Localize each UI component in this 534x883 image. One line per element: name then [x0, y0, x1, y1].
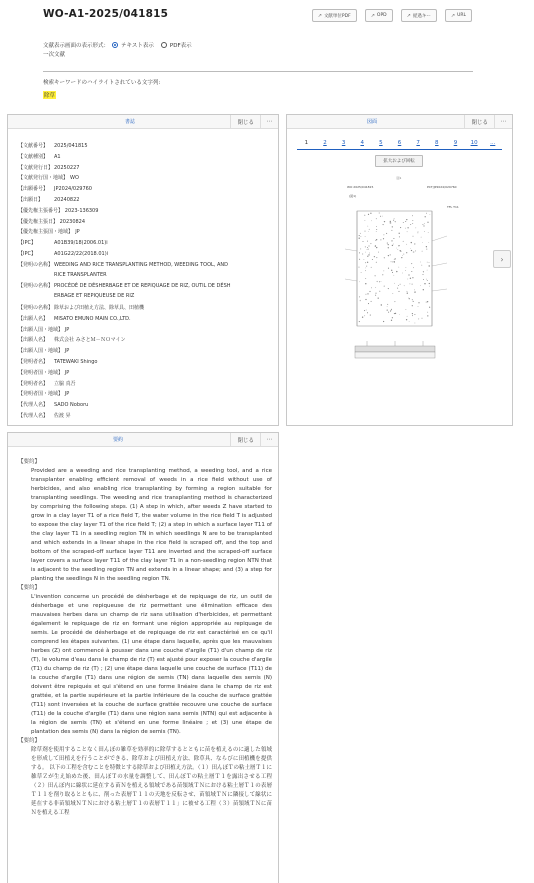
bibliography-close-button[interactable]: 閉じる — [230, 115, 260, 128]
abstract-section-label: 【要約】 — [18, 459, 41, 465]
external-link-icon: ↗ — [370, 12, 375, 19]
pdf-display-radio[interactable] — [161, 42, 167, 48]
bibliography-row — [18, 412, 71, 419]
bibliography-row-label: 【発明の名称】 — [18, 283, 54, 290]
text-display-radio[interactable] — [112, 42, 118, 48]
bibliography-row — [18, 304, 144, 311]
bibliography-row-value: SADO Noboru — [54, 402, 89, 409]
bibliography-row-label: 【文献番号】 — [18, 143, 49, 149]
opd-button[interactable] — [365, 9, 393, 22]
drawing-close-button[interactable]: 閉じる — [464, 115, 494, 128]
page-link-4[interactable]: 4 — [360, 140, 364, 146]
pdf-download-button[interactable] — [312, 9, 357, 22]
bibliography-row — [18, 347, 69, 354]
bibliography-row-value: 20230824 — [59, 218, 86, 225]
bibliography-row-value: 立脇 真吾 — [54, 380, 76, 387]
bibliography-row-label: 【発明の名称】 — [18, 305, 54, 311]
page-link-5[interactable]: 5 — [379, 140, 383, 146]
bibliography-panel-title: 書誌 — [125, 119, 136, 125]
page-link-8[interactable]: 8 — [435, 140, 439, 146]
bibliography-row — [18, 358, 97, 365]
bibliography-row — [18, 380, 76, 387]
bibliography-row — [18, 228, 80, 235]
figure-page-label: 図1 — [396, 176, 402, 180]
bibliography-row-value: MISATO EMUNO MAIN CO.,LTD. — [54, 315, 131, 322]
bibliography-row-value: WEEDING AND RICE TRANSPLANTING METHOD, WEEDING TOOL, AND — [54, 261, 228, 268]
bibliography-row-value: 20240822 — [54, 197, 80, 203]
highlight-keyword: 除草 — [44, 93, 56, 99]
drawing-panel — [286, 114, 513, 426]
bibliography-row-value: JP — [64, 391, 70, 398]
bibliography-row — [18, 174, 79, 181]
bibliography-row-value: JP — [64, 326, 70, 333]
url-button[interactable] — [445, 9, 472, 22]
drawing-cross-section — [355, 341, 435, 358]
bibliography-row — [18, 336, 126, 343]
bibliography-row — [18, 315, 131, 322]
bibliography-row — [18, 142, 88, 149]
bibliography-row-value: 20250227 — [54, 164, 80, 171]
text-display-label[interactable]: テキスト表示 — [121, 43, 154, 49]
bibliography-row-label: 【発明者名】 — [18, 380, 49, 387]
bibliography-row-value: RICE TRANSPLANTER — [54, 271, 107, 278]
external-link-icon: ↗ — [450, 12, 456, 19]
bibliography-row — [18, 282, 231, 289]
drawing-panel-header — [287, 115, 512, 129]
bibliography-row — [18, 153, 61, 160]
abstract-section-text: L'invention concerne un procédé de désherbage et de repiquage de riz, un outil de désherbage et une repiqueuse de riz permettant une élimination efficace des mauvaises herbes dans un champ de riz sans utilisation d'herbicides, et permettant également le repiquage de riz en formant une région appropriée au repiquage de semis. Le procédé de désherbage et de repiquage de riz est caractérisé en ce qu'il comprend les étapes suivantes. (1) une étape dans laquelle, après que les mauvaises herbes (Z) ont commencé à pousser dans une couche d'argile (T1) d'un champ de riz (T), le volume d'eau dans le champ de riz (T) est ajusté pour exposer la couche d'argile (T1) du champ de riz (T) ; (2) une étape dans laquelle une couche de surface (T11) de la couche d'argile (T1) dans une région de semis (TN) dans laquelle des semis (N) doivent être repiqués et qui s'étend en une forme linéaire dans le champ de riz est grattée, et la partie supérieure et la partie inférieure de la couche de surface grattée (T11) sont inversées et la couche de surface grattée recouvre une couche de surface (T11) de la couche d'argile (T1) dans une région sans semis (NTN) qui est adjacente à la région de semis (TN) et s'étend en une forme linéaire ; et (3) une étape de plantation des semis (N) dans la région de semis (TN). — [31, 594, 272, 735]
bibliography-row-value: A01B39/18(2006.01)i — [54, 240, 108, 247]
next-drawing-button[interactable] — [493, 250, 511, 268]
pdf-download-label: 文献単位PDF — [323, 13, 351, 19]
document-number-title: WO-A1-2025/041815 — [43, 8, 169, 20]
bibliography-panel-header — [8, 115, 278, 129]
bibliography-row-value: JP — [64, 348, 70, 355]
figure-sub-label: (図1) — [349, 194, 357, 198]
bibliography-row-value: JP — [75, 229, 80, 236]
chevron-right-icon: › — [500, 254, 504, 264]
url-label: URL — [457, 13, 466, 18]
progress-key-button[interactable] — [401, 9, 437, 22]
bibliography-panel — [7, 114, 279, 426]
bibliography-row — [18, 326, 69, 333]
pagination-underline — [297, 149, 502, 150]
bibliography-row — [18, 196, 79, 203]
bibliography-row-value: WO — [70, 175, 79, 182]
abstract-panel — [7, 432, 279, 883]
page-link-10[interactable]: 10 — [470, 140, 478, 146]
bibliography-row-label: 【文献種別】 — [18, 153, 49, 160]
bibliography-row-value: JP — [64, 369, 70, 376]
bibliography-row-label: 【代理人名】 — [18, 413, 49, 419]
bibliography-row — [18, 272, 107, 278]
bibliography-row-value: JP2024/029760 — [54, 186, 92, 193]
abstract-section-text: 除草剤を使用することなく田んぼの雑草を効率的に除草するとともに苗を植えるのに適した領域を形成して田植えを行うことができる、除草および田植え方法、除草具、ならびに田植機を提供する。 以下の工程を含むことを特徴とする除草および田植え方法。（１）田んぼＴの粘土層Ｔ１に雑草Ｚが生え始めた後、田んぼＴの水量を調整して、田んぼＴの粘土層Ｔ１を露出させる工程（２）田んぼ内に線状に延在する苗Ｎを植える領域である苗領域ＴＮにおける粘土層Ｔ１の表層Ｔ１１を削り取るとともに、削った表層Ｔ１１の天地を反転させ、苗領域ＴＮに隣接して線状に延在する非苗領域ＮＴＮにおける粘土層Ｔ１の表層Ｔ１１」に被せる工程（３）苗領域ＴＮに苗Ｎを植える工程 — [31, 747, 273, 816]
bibliography-row — [18, 218, 85, 225]
bibliography-row-value: ERBAGE ET REPIQUEUSE DE RIZ — [54, 293, 135, 300]
abstract-section-label: 【要約】 — [18, 738, 41, 744]
page-link-1[interactable]: 1 — [304, 140, 309, 146]
first-document-label: 一次文献 — [43, 52, 66, 58]
page-link-2[interactable]: 2 — [323, 140, 327, 146]
bibliography-row — [18, 261, 228, 268]
bibliography-row-label: 【文献発行日】 — [18, 164, 54, 171]
bibliography-row — [18, 390, 69, 397]
bibliography-row-label: 【発明の名称】 — [18, 261, 54, 268]
page-link-6[interactable]: 6 — [397, 140, 402, 146]
bibliography-row-value: 株式会社 みさとＭ－ＮＯマイン — [54, 337, 126, 344]
enlarge-rotate-button[interactable]: 拡大および回転 — [375, 155, 423, 167]
abstract-body — [18, 458, 272, 818]
page-link-7[interactable]: 7 — [416, 140, 420, 146]
abstract-more-icon[interactable]: ⋯ — [260, 433, 278, 446]
figure-left-header: WO 2025/041815 — [347, 185, 374, 189]
bibliography-row-value: A01G22/22(2018.01)i — [54, 251, 109, 257]
page-link-9[interactable]: 9 — [453, 140, 458, 146]
bibliography-row-label: 【優先権主張日】 — [18, 218, 59, 225]
external-link-icon: ↗ — [406, 12, 411, 19]
abstract-panel-title: 要約 — [113, 437, 124, 443]
external-link-icon: ↗ — [317, 12, 322, 19]
bibliography-row-value: 除草および田植え方法、除草具、田植機 — [54, 305, 145, 311]
bibliography-row-value: TATEWAKI Shingo — [54, 359, 98, 365]
drawing-pagination — [297, 140, 502, 146]
display-format-label: 文献表示画面の表示形式： — [43, 43, 110, 49]
bibliography-row — [18, 293, 134, 299]
document-toolbar — [312, 9, 472, 22]
bibliography-more-icon[interactable]: ⋯ — [260, 115, 278, 128]
bibliography-row-value: 佐渡 昇 — [54, 413, 71, 419]
drawing-panel-title: 図面 — [367, 119, 378, 125]
bibliography-row-label: 【文献発行国・地域】 — [18, 175, 69, 182]
bibliography-row — [18, 185, 92, 192]
bibliography-row-label: 【IPC】 — [18, 251, 36, 257]
abstract-panel-header — [8, 433, 278, 447]
page-link-3[interactable]: 3 — [341, 140, 346, 146]
abstract-close-button[interactable]: 閉じる — [230, 433, 260, 446]
drawing-more-icon[interactable]: ⋯ — [494, 115, 512, 128]
bibliography-row-label: 【発明者国・地域】 — [18, 391, 64, 398]
bibliography-row-label: 【出願人名】 — [18, 337, 49, 344]
bibliography-row-label: 【出願人国・地域】 — [18, 348, 64, 355]
bibliography-row-value: 2025/041815 — [54, 143, 88, 149]
drawing-figure — [297, 171, 502, 416]
bibliography-row-label: 【代理人名】 — [18, 402, 49, 409]
figure-code-label: TFL T11 — [447, 205, 459, 209]
bibliography-row-label: 【出願人名】 — [18, 315, 49, 322]
bibliography-row — [18, 369, 69, 376]
figure-right-header: PCT/JP2024/029760 — [427, 185, 457, 189]
bibliography-row-value: 2023-136309 — [64, 207, 99, 214]
bibliography-row-label: 【発明者名】 — [18, 359, 49, 365]
bibliography-row-label: 【出願番号】 — [18, 186, 49, 193]
bibliography-row-label: 【優先権主張番号】 — [18, 207, 64, 214]
bibliography-row-label: 【出願人国・地域】 — [18, 326, 64, 333]
bibliography-row — [18, 164, 79, 171]
opd-label: OPD — [376, 13, 387, 18]
bibliography-row-label: 【優先権主張国・地域】 — [18, 229, 74, 236]
divider — [43, 71, 473, 72]
bibliography-row — [18, 207, 98, 214]
bibliography-row — [18, 401, 88, 408]
drawing-hatch-block — [357, 211, 432, 326]
bibliography-row-label: 【発明者国・地域】 — [18, 369, 64, 376]
bibliography-row-label: 【出願日】 — [18, 197, 44, 203]
progress-key-label: 経過キー — [412, 13, 431, 19]
bibliography-row-label: 【IPC】 — [18, 240, 36, 247]
highlight-label: 検索キーワードのハイライトされている文字列: — [43, 80, 161, 86]
pdf-display-label[interactable]: PDF表示 — [169, 43, 192, 49]
bibliography-row — [18, 250, 108, 257]
abstract-section-text: Provided are a weeding and rice transplanting method, a weeding tool, and a rice transplanter enabling efficient removal of weeds in a rice field without use of herbicides, and also enabling rice transplanting by forming a region suitable for transplanting seedlings. The weeding and rice transplanting method is characterized by comprising the following steps. (1) A step in which, after weeds Z have started to grow in a clay layer T1 of a rice field T, the water volume in the rice field T is adjusted to expose the clay layer T1 of the rice field T; (2) a step in which a surface layer T11 of the clay layer T1 in a seedling region TN in which seedlings N are to be transplanted and which extends in a linear shape in the rice field is scraped off, and the top and bottom of the scraped-off surface layer T11 are inverted and the scraped-off surface layer covers a surface layer T11 of the clay layer T1 in a non-seedling region NTN that is adjacent to the seedling region TN and extends in a linear shape; and (3) a step for planting the seedlings N in the seedling region TN. — [31, 468, 272, 582]
abstract-section-label: 【要約】 — [18, 585, 41, 591]
bibliography-row — [18, 239, 108, 246]
display-format-selector — [43, 41, 192, 49]
bibliography-row-value: PROCÉDÉ DE DÉSHERBAGE ET DE REPIQUAGE DE RIZ, OUTIL DE DÉSH — [54, 283, 231, 290]
page-link-...[interactable]: ... — [490, 140, 496, 146]
bibliography-row-value: A1 — [54, 153, 61, 160]
